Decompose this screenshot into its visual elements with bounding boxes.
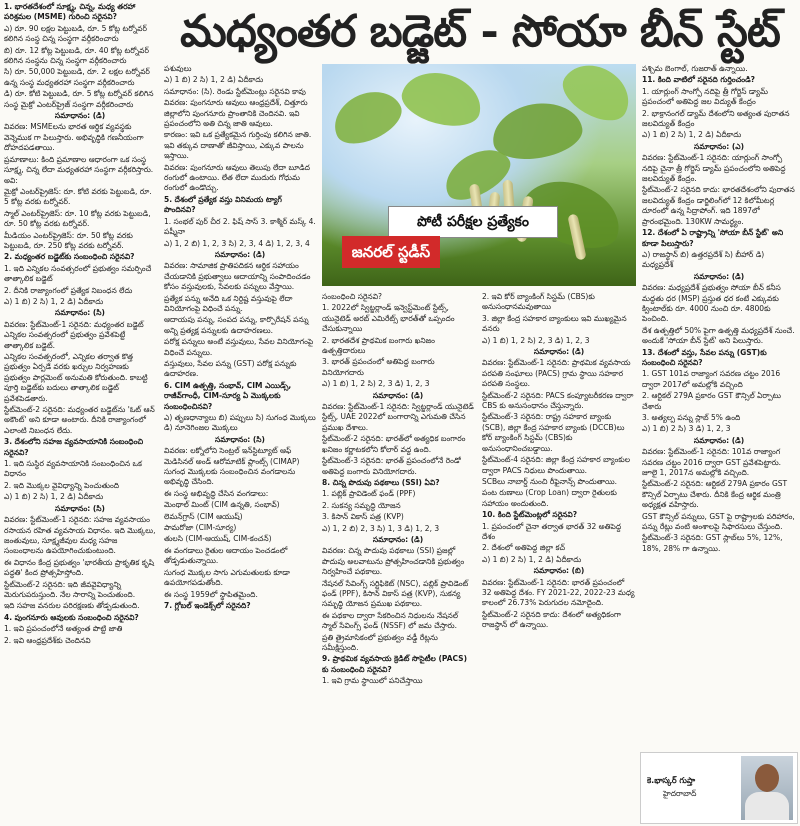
paragraph: 1. ప్రపంచంలో చైనా తర్వాత భారత్ 32 అతిపెద్ద దేశం — [482, 521, 622, 541]
soybean-photo — [322, 64, 636, 286]
paragraph: ప్రత్యేక పన్ను అనేది ఒక నిర్దిష్ట వస్తువుపై లేదా వినియోగంపై విధించే పన్ను. — [164, 293, 293, 313]
paragraph: నేషనల్ సేవింగ్స్ సర్టిఫికెట్ (NSC), పబ్లిక్ ప్రావిడెంట్ ఫండ్ (PPF), కిసాన్ వికాస్ పత్ర (KVP), సుకన్య సమృద్ధి యోజన ప్రముఖ పథకాలు. — [322, 578, 469, 609]
article-column-4 — [482, 292, 636, 824]
paragraph: పంట రుణాలు (Crop Loan) ద్వారా రైతులకు సహాయం అందుతుంది. — [482, 488, 617, 508]
article-column-5 — [642, 64, 796, 748]
paragraph: స్టేట్‌మెంట్-2 సరైనది: ఇది జీవవైవిధ్యాన్ని మెరుగుపరుస్తుంది. నేల సారాన్ని పెంచుతుంది. — [4, 579, 136, 599]
paragraph: పరోక్ష పన్నులు అంటే వస్తువులు, సేవల వినియోగంపై విధించే పన్నులు. — [164, 337, 314, 357]
paragraph: 2. దేశంలో అతిపెద్ద జిల్లా కచ్ — [482, 543, 566, 553]
paragraph: వివరణ: చిన్న పొదుపు పథకాలు (SSI) ప్రజల్లో పొదుపు అలవాటును ప్రోత్సహించడానికి ప్రభుత్వం నిర్వహించే పథకాలు. — [322, 546, 465, 577]
paragraph: తులసి (CIM-ఆయుష్, CIM-కంచన్) — [164, 534, 272, 544]
question: 2. మధ్యంతర బడ్జెట్‌కు సంబంధించి సరైనవి? — [4, 252, 135, 262]
paragraph: వివరణ: MSMEలను భారత ఆర్థిక వ్యవస్థకు వెన్నెముక గా పిలుస్తారు. అభివృద్ధికి గణనీయంగా దోహదపడతాయి. — [4, 122, 144, 153]
answer-line: సమాధానం: (ఎ) — [693, 141, 745, 151]
paragraph: ఈ సంస్థ 1959లో స్థాపితమైంది. — [164, 589, 258, 599]
paragraph: స్టేట్‌మెంట్-4 సరైనది: జిల్లా కేంద్ర సహకార బ్యాంకుల ద్వారా PACS నిధులు పొందుతాయి. — [482, 455, 631, 475]
paragraph: మైక్రో ఎంటర్‌ప్రైజెస్: రూ. కోటి వరకు పెట్టుబడి, రూ. 5 కోట్ల వరకు టర్నోవర్. — [4, 186, 152, 207]
paragraph: వివరణ: స్టేట్‌మెంట్-1 సరైనది: ప్రాథమిక వ్యవసాయ పరపతి సంఘాలు (PACS) గ్రామ స్థాయి సహకార పరపతి సంస్థలు. — [482, 358, 631, 389]
question: 12. దేశంలో ఏ రాష్ట్రాన్ని 'సోయా బీన్ స్టేట్' అని కూడా పిలుస్తారు? — [642, 228, 784, 248]
answer-line: సమాధానం: (సి) — [55, 503, 105, 513]
paragraph: స్టేట్‌మెంట్-3 సరైనది: భారత్ ప్రపంచంలోనే రెండో అతిపెద్ద బంగారు వినియోగదారు. — [322, 456, 461, 476]
paragraph: ఎ) 1 బి) 2 సి) 1, 2 డి) ఏదీకాదు — [164, 75, 264, 85]
question: 11. కింది వాటిలో సరైనది గుర్తించండి? — [642, 75, 756, 85]
paragraph: స్టేట్‌మెంట్-3 సరైనది: GST స్లాబ్‌లు 5%, 12%, 18%, 28% గా ఉన్నాయి. — [642, 533, 783, 553]
paragraph: సమాధానం: (సి). రెండు స్టేట్‌మెంట్లు సరైనవి కావు — [164, 86, 306, 96]
paragraph: స్టేట్‌మెంట్-2 సరైనది: భారత్‌లో అత్యధిక బంగారం ఖనిజం కర్ణాటకలోని కోలార్ వద్ద ఉంది. — [322, 434, 466, 454]
answer-line: సమాధానం: (డి) — [54, 111, 106, 121]
paragraph: వివరణ: స్టేట్‌మెంట్-1 సరైనది: సహజ వ్యవసాయం రసాయన రహిత వ్యవసాయ విధానం. ఇది మొక్కలు, జంతువులు, సూక్ష్మజీవుల మధ్య సహజ సంబంధాలను ఉపయోగించుకుంటుంది. — [4, 515, 156, 556]
paragraph: ఎ) 1, 2 బి) 1, 2, 3 సి) 2, 3, 4 డి) 1, 2, 3, 4 — [164, 238, 310, 248]
paragraph: ఆదాయపు పన్ను, సంపద పన్ను, కార్పొరేషన్ పన్ను అన్ని ప్రత్యక్ష పన్నులకు ఉదాహరణలు. — [164, 315, 309, 335]
paragraph: 1. పబ్లిక్ ప్రావిడెంట్ ఫండ్ (PPF) — [322, 489, 416, 499]
paragraph: పశువులు — [164, 64, 192, 73]
paragraph: వివరణ: పుంగనూరు ఆవులు తెలుపు లేదా బూడిద రంగులో ఉంటాయి. లేత లేదా ముదురు గోధుమ రంగులో ఉండొచ్చు. — [164, 162, 310, 193]
question: 3. దేశంలోని సహజ వ్యవసాయానికి సంబంధించి సరైనవి? — [4, 437, 144, 457]
paragraph: స్టేట్‌మెంట్-3 సరైనది: రాష్ట్ర సహకార బ్యాంకు (SCB), జిల్లా కేంద్ర సహకార బ్యాంకు (DCCB)లు కోర్ బ్యాంకింగ్ సిస్టమ్ (CBS)కు అనుసంధానించబడ్డాయి. — [482, 412, 625, 453]
paragraph: సుగంధ మొక్కల సాగు ఎగుమతులకు కూడా ఉపయోగపడుతోంది. — [164, 567, 290, 588]
answer-line: సమాధానం: (బి) — [533, 566, 585, 576]
paragraph: ఎ) రాజస్థాన్ బి) ఉత్తరప్రదేశ్ సి) బీహార్ డి) మధ్యప్రదేశ్ — [642, 249, 765, 270]
article-column-2 — [164, 64, 316, 824]
paragraph: డి) రూ. కోటి పెట్టుబడి, రూ. 5 కోట్ల టర్నోవర్ కలిగిన సంస్థ మైక్రో ఎంటర్‌ప్రైజ్ సంస్థగా వర్గీకరించారు — [4, 89, 154, 109]
paragraph: ఎన్నికల సంవత్సరంలో, ఎన్నికల తర్వాత కొత్త ప్రభుత్వం ఏర్పడే వరకు ఖర్చుల నిర్వహణకు ప్రభుత్వం పార్లమెంట్ అనుమతి కోరుతుంది. కాబట్టి పూర్తి బడ్జెట్‌కు బదులు తాత్కాలిక బడ్జెట్ ప్రవేశపెడతారు. — [4, 352, 148, 403]
paragraph: ఈ సంస్థ అభివృద్ధి చేసిన వంగడాలు: — [164, 488, 269, 498]
paragraph: సి) రూ. 50,000 పెట్టుబడి, రూ. 2 లక్షల టర్నోవర్ ఉన్న సంస్థ మధ్యతరహా సంస్థగా వర్గీకరించారు — [4, 67, 150, 87]
paragraph: 1. ఇవి ప్రపంచంలోనే అత్యంత పొట్టి జాతి — [4, 624, 123, 634]
paragraph: 1. GST 101వ రాజ్యాంగ సవరణ చట్టం 2016 ద్వారా 2017లో అమల్లోకి వచ్చింది — [642, 369, 781, 389]
paragraph: 2. ఇది మొక్కల వైవిధ్యాన్ని పెంచుతుంది — [4, 480, 120, 490]
paragraph: 3. జిల్లా కేంద్ర సహకార బ్యాంకులు ఇవి ముఖ్యమైన వనరు — [482, 313, 627, 334]
paragraph: 1. యార్లుంగ్ సాంగ్పో నదిపై త్రీ గోర్జెస్ డ్యామ్ ప్రపంచంలో అతిపెద్ద జల విద్యుత్ కేంద్రం — [642, 86, 768, 107]
paragraph: స్టేట్‌మెంట్-2 సరైనది: PACS కంప్యూటరీకరణ ద్వారా CBS కు అనుసంధానం చేస్తున్నారు. — [482, 390, 634, 411]
paragraph: వివరణ: సామాజిక ప్రాతిపదికన ఆర్థిక సహాయం చేయడానికి ప్రభుత్వాలు ఆదాయాన్ని సంపాదించడం కోసం వస్తువులకు, సేవలకు పన్నులు వేస్తాయి. — [164, 261, 311, 292]
question: 1. భారతదేశంలో సూక్ష్మ, చిన్న, మధ్య తరహా పరిశ్రమల (MSME) గురించి సరైనవి? — [4, 2, 136, 22]
paragraph: 1. 2022లో స్విట్జర్లాండ్ ఇన్వెస్ట్‌మెంట్ స్టేట్స్, యునైటెడ్ అరబ్ ఎమిరేట్స్ భారత్‌తో ఒప్పందం చేసుకున్నాయి — [322, 303, 455, 334]
article-column-3 — [322, 292, 474, 824]
paragraph: ఈ వంగడాలు రైతుల ఆదాయం పెంచడంలో తోడ్పడుతున్నాయి. — [164, 545, 288, 566]
question: 4. పుంగనూరు ఆవులకు సంబంధించి సరైనవి? — [4, 612, 139, 622]
paragraph: ఎ) 1 బి) 2 సి) 1, 2 డి) ఏదీకాదు — [4, 492, 104, 502]
question: 5. దేశంలో ప్రత్యేక వస్తు వినిమయ ట్యాగ్ పొందినవి? — [164, 194, 282, 215]
question: 7. గ్లోబల్ ఇండెక్స్‌లో సరైనది? — [164, 600, 251, 610]
question: 8. చిన్న పొదుపు పథకాలు (SSI) ఏవి? — [322, 477, 440, 487]
article-column-1 — [4, 2, 156, 824]
paragraph: ఈ విధానం కేంద్ర ప్రభుత్వం 'భారతీయ ప్రాకృతిక కృషి పద్ధతి' కింద ప్రోత్సహిస్తోంది. — [4, 557, 154, 578]
paragraph: స్టేట్‌మెంట్-2 సరైనది: మధ్యంతర బడ్జెట్‌ను 'ఓట్ ఆన్ అకౌంట్' అని కూడా అంటారు. దీనికి రాజ్యాంగంలో ఎలాంటి నిబంధన లేదు. — [4, 405, 155, 435]
author-name: కె.భాస్కర్ గుప్తా — [647, 776, 696, 785]
answer-line: సమాధానం: (డి) — [372, 390, 424, 400]
paragraph: 2. భాక్రానంగల్ డ్యామ్ దేశంలోని అత్యంత పురాతన జలవిద్యుత్ కేంద్రం — [642, 108, 790, 129]
answer-line: సమాధానం: (డి) — [693, 435, 745, 445]
paragraph: ఎ) 1 బి) 1, 2 సి) 2, 3 డి) 1, 2, 3 — [482, 335, 590, 345]
paragraph: ఎ) 1 బి) 2 సి) 1, 2 డి) ఏదీకాదు — [642, 130, 742, 140]
answer-line: సమాధానం: (సి) — [55, 308, 105, 318]
paragraph: లెమన్‌గ్రాస్ (CIM ఆయుష్) — [164, 511, 243, 521]
paragraph: స్టేట్‌మెంట్-2 సరైనది కాదు: దేశంలో అత్యధికంగా రాజస్థాన్ లో ఉన్నాయి. — [482, 609, 621, 630]
paragraph: కారణం: ఇవి ఒక ప్రత్యేకమైన గుర్తింపు కలిగిన జాతి. ఇవి తక్కువ దాణాతో జీవిస్తాయి, ఎక్కువ పాలను ఇస్తాయి. — [164, 130, 312, 161]
paragraph: ఇది సహజ వనరుల పరిరక్షణకు తోడ్పడుతుంది. — [4, 601, 140, 611]
paragraph: ఎ) 1 బి) 2 సి) 1, 2 డి) ఏదీకాదు — [482, 554, 582, 564]
paragraph: వివరణ: మధ్యప్రదేశ్ ప్రభుత్వం సోయా బీన్ కనీస మద్దతు ధర (MSP) ప్రస్తుత ధర కంటే ఎక్కువకు క్వింటాల్‌కు రూ. 4000 నుంచి రూ. 4800కు పెంచింది. — [642, 283, 781, 324]
paragraph: 2. దీనికి రాజ్యాంగంలో ప్రత్యేక నిబంధన లేదు — [4, 285, 133, 295]
author-photo — [741, 756, 793, 820]
paragraph: 2. ఇవి ఆంధ్రప్రదేశ్‌కు చెందినవి — [4, 635, 91, 645]
paragraph: వివరణ: స్టేట్‌మెంట్-1 సరైనది: భారత్ ప్రపంచంలో 32 అతిపెద్ద దేశం. FY 2021-22, 2022-23 మధ్య కాలంలో 26.73% పెరుగుదల నమోదైంది. — [482, 577, 635, 608]
paragraph: ఎ) 1 బి) 2 సి) 3 డి) 1, 2, 3 — [642, 424, 731, 434]
paragraph: ఎ) రూ. 90 లక్షల పెట్టుబడి, రూ. 5 కోట్ల టర్నోవర్ కలిగిన సంస్థ చిన్న సంస్థగా వర్గీకరించారు — [4, 23, 147, 44]
paragraph: 3. భారత్ ప్రపంచంలో అతిపెద్ద బంగారు వినియోగదారు — [322, 357, 435, 377]
paragraph: 2. ఇవి కోర్ బ్యాంకింగ్ సిస్టమ్ (CBS)కు అనుసంధానమవుతాయి — [482, 292, 595, 312]
paragraph: 3. అత్యల్ప పన్ను స్లాబ్ 5% ఉంది — [642, 413, 741, 422]
author-city: హైదరాబాద్ — [663, 789, 697, 798]
answer-line: సమాధానం: (డి) — [214, 249, 266, 259]
paragraph: పశ్చిమ బెంగాల్, గుజరాత్ ఉన్నాయి. — [642, 64, 748, 73]
question: 10. కింది స్టేట్‌మెంట్లలో సరైనవి? — [482, 510, 578, 520]
paragraph: వివరణ: స్టేట్‌మెంట్-1 సరైనది: యార్లుంగ్ సాంగ్పో నదిపై చైనా త్రీ గోర్జెస్ డ్యామ్ ప్రపంచంలోని అతిపెద్ద జలవిద్యుత్ కేంద్రం. — [642, 153, 786, 184]
question: 6. CIM ఉత్పత్తి, సంభావ్, CIM ఎయిడ్స్, రాజీవ్‌గాంధీ, CIM-సూర్య ఏ మొక్కలకు సంబంధించినవి? — [164, 380, 292, 411]
paragraph: 1. ఇది సుస్థిర వ్యవసాయానికి సంబంధించిన ఒక విధానం — [4, 459, 142, 479]
paragraph: స్మాల్ ఎంటర్‌ప్రైజెస్: రూ. 10 కోట్ల వరకు పెట్టుబడి, రూ. 50 కోట్ల వరకు టర్నోవర్. — [4, 208, 151, 229]
paragraph: వివరణ: స్టేట్‌మెంట్-1 సరైనది: 101వ రాజ్యాంగ సవరణ చట్టం 2016 ద్వారా GST ప్రవేశపెట్టారు. జూలై 1, 2017న అమల్లోకి వచ్చింది. — [642, 447, 782, 478]
paragraph: 2. ఆర్టికల్ 279A ప్రకారం GST కౌన్సిల్ ఏర్పాటు చేశారు — [642, 391, 782, 411]
paragraph: వస్తువులు, సేవల పన్ను (GST) పరోక్ష పన్నుకు ఉదాహరణ. — [164, 358, 297, 379]
paragraph: 1. ఇవి గ్రామ స్థాయిలో పనిచేస్తాయి — [322, 676, 423, 686]
paragraph: వివరణ: లక్నోలోని సెంట్రల్ ఇన్‌స్టిట్యూట్ ఆఫ్ మెడిసినల్ అండ్ ఆరోమాటిక్ ప్లాంట్స్ (CIMAP) సుగంధ మొక్కలకు సంబంధించిన వంగడాలను అభివృద్ధి చేసింది. — [164, 446, 300, 487]
paragraph: 2. భారతదేశ ప్రాథమిక బంగారు ఖనిజం ఉత్పత్తిదారులు — [322, 335, 435, 356]
answer-line: సమాధానం: (సి) — [215, 434, 265, 444]
paragraph: ప్రమాణాలు: కింది ప్రమాణాల ఆధారంగా ఒక సంస్థ సూక్ష్మ, చిన్న లేదా మధ్యతరహా సంస్థగా వర్గీకరిస్తారు. అవి: — [4, 154, 154, 185]
general-studies-label: జనరల్ స్టడీస్ — [342, 236, 440, 268]
paragraph: వివరణ: స్టేట్‌మెంట్-1 సరైనది: మధ్యంతర బడ్జెట్ ఎన్నికల సంవత్సరంలో ప్రభుత్వం ప్రవేశపెట్టే తాత్కాలిక బడ్జెట్. — [4, 319, 144, 350]
page-title: మధ్యంతర బడ్జెట్ - సోయా బీన్ స్టేట్ — [180, 6, 780, 57]
paragraph: స్టేట్‌మెంట్-2 సరైనది: ఆర్టికల్ 279A ప్రకారం GST కౌన్సిల్ ఏర్పాటు చేశారు. దీనికి కేంద్ర ఆర్థిక మంత్రి అధ్యక్షత వహిస్తారు. — [642, 479, 788, 510]
paragraph: ఎ) 1 బి) 2 సి) 1, 2 డి) ఏదీకాదు — [4, 296, 104, 306]
paragraph: 1. ఇది ఎన్నికల సంవత్సరంలో ప్రభుత్వం సమర్పించే తాత్కాలిక బడ్జెట్ — [4, 263, 152, 284]
paragraph: మెంథాల్ మింట్ (CIM ఉన్నతి, సంభావ్) — [164, 500, 280, 510]
paragraph: ఈ పథకాల ద్వారా సేకరించిన నిధులను నేషనల్ స్మాల్ సేవింగ్స్ ఫండ్ (NSSF) లో జమ చేస్తారు. — [322, 610, 459, 631]
paragraph: సంబంధించి సరైనవి? — [322, 292, 383, 301]
paragraph: వివరణ: స్టేట్‌మెంట్-1 సరైనది: స్విట్జర్లాండ్ యునైటెడ్ స్టేట్స్, UAE 2022లో బంగారాన్ని ఎగుమతి చేసిన ప్రముఖ దేశాలు. — [322, 402, 474, 432]
answer-line: సమాధానం: (డి) — [372, 534, 424, 544]
paragraph: పామరోజా (CIM-సూర్య) — [164, 523, 237, 533]
answer-line: సమాధానం: (డి) — [693, 271, 745, 281]
paragraph: 1. సంభల్ పుర్ చీర 2. ఫిష్ సాస్ 3. కాశ్మీర్ మస్క్ 4. పష్మీనా — [164, 216, 316, 237]
paragraph: ఎ) 1, 2 బి) 2, 3 సి) 1, 3 డి) 1, 2, 3 — [322, 523, 440, 533]
paragraph: GST కౌన్సిల్ పన్నులు, GST పై రాష్ట్రాలకు పరిహారం, పన్ను రేట్లు వంటి అంశాలపై సిఫారసులు చేస్తుంది. — [642, 511, 795, 532]
paragraph: దేశ ఉత్పత్తిలో 50% పైగా ఉత్పత్తి మధ్యప్రదేశ్ నుంచే. అందుకే 'సోయా బీన్ స్టేట్' అని పిలుస్తారు. — [642, 325, 795, 346]
paragraph: ప్రతి త్రైమాసికంలో ప్రభుత్వం వడ్డీ రేట్లను సమీక్షిస్తుంది. — [322, 632, 438, 652]
author-box — [640, 752, 798, 824]
exam-special-banner: పోటీ పరీక్షల ప్రత్యేకం — [388, 206, 558, 238]
paragraph: వివరణ: పుంగనూరు ఆవులు ఆంధ్రప్రదేశ్, చిత్తూరు జిల్లాలోని పుంగనూరు ప్రాంతానికి చెందినవి. ఇవి ప్రపంచంలోని అతి చిన్న జాతి ఆవులు. — [164, 98, 308, 129]
paragraph: 2. సుకన్య సమృద్ధి యోజన — [322, 500, 401, 510]
question: 9. ప్రాథమిక వ్యవసాయ క్రెడిట్ సొసైటీల (PACS) కు సంబంధించి సరైనవి? — [322, 654, 467, 674]
paragraph: బి) రూ. 12 కోట్ల పెట్టుబడి, రూ. 40 కోట్ల టర్నోవర్ కలిగిన సంస్థను చిన్న సంస్థగా వర్గీకరించారు — [4, 45, 149, 66]
paragraph: SCBలు నాబార్డ్ నుంచి రీఫైనాన్స్ పొందుతాయి. — [482, 476, 617, 486]
paragraph: మీడియం ఎంటర్‌ప్రైజెస్: రూ. 50 కోట్ల వరకు పెట్టుబడి, రూ. 250 కోట్ల వరకు టర్నోవర్. — [4, 230, 133, 250]
paragraph: ఎ) తృణధాన్యాలు బి) పప్పులు సి) సుగంధ మొక్కలు డి) నూనెగింజల మొక్కలు — [164, 413, 316, 433]
paragraph: 3. కిసాన్ వికాస్ పత్ర (KVP) — [322, 512, 404, 522]
paragraph: స్టేట్‌మెంట్-2 సరైనది కాదు: భారతదేశంలోని పురాతన జలవిద్యుత్ కేంద్రం డార్జిలింగ్‌లో 12 కిలోమీటర్ల దూరంలో ఉన్న సిద్రాపోంగ్. ఇది 1897లో ప్రారంభమైంది. 130KW సామర్థ్యం. — [642, 185, 795, 226]
question: 13. దేశంలో వస్తు, సేవల పన్ను (GST)కు సంబంధించి సరైనవి? — [642, 347, 767, 367]
paragraph: ఎ) 1 బి) 1, 2 సి) 2, 3 డి) 1, 2, 3 — [322, 379, 430, 389]
answer-line: సమాధానం: (డి) — [533, 347, 585, 357]
